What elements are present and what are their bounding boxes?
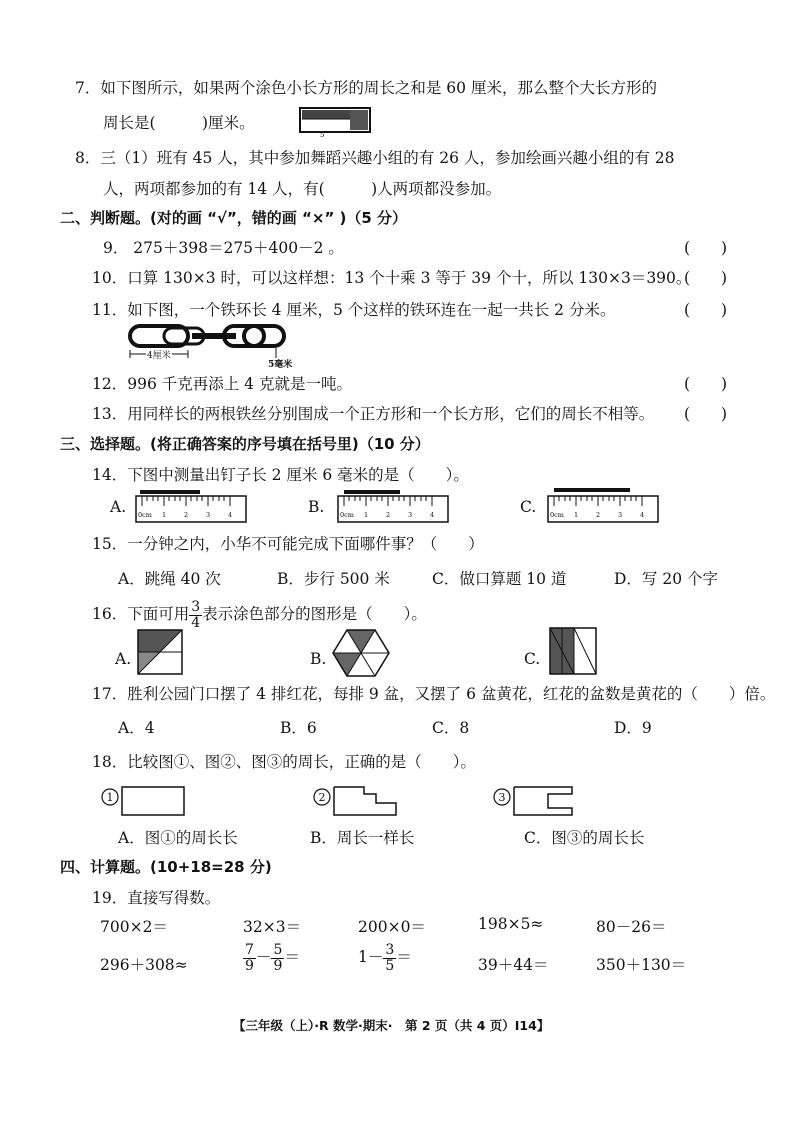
svg-text:3: 3 bbox=[618, 511, 623, 519]
svg-text:3: 3 bbox=[498, 791, 506, 804]
calc-1: 700×2＝ bbox=[100, 918, 168, 936]
svg-text:0cm: 0cm bbox=[340, 511, 354, 519]
q15-option-b[interactable]: B．步行 500 米 bbox=[277, 570, 390, 588]
q19-text: 19．直接写得数。 bbox=[92, 889, 221, 907]
q11-answer-paren[interactable]: ( ) bbox=[684, 301, 728, 319]
svg-text:3: 3 bbox=[206, 511, 211, 519]
q10-answer-paren[interactable]: ( ) bbox=[684, 269, 728, 287]
svg-text:0cm: 0cm bbox=[550, 511, 564, 519]
svg-text:2: 2 bbox=[596, 511, 601, 519]
q15-option-a[interactable]: A．跳绳 40 次 bbox=[118, 570, 221, 588]
q9-answer-paren[interactable]: ( ) bbox=[684, 239, 728, 257]
section-calc-title: 四、计算题。(10+18=28 分) bbox=[60, 858, 272, 876]
q14-option-a[interactable]: A. bbox=[110, 498, 127, 516]
shape-a-square bbox=[136, 628, 184, 676]
q18-option-a[interactable]: A．图①的周长长 bbox=[118, 829, 238, 847]
q11-text: 11．如下图，一个铁环长 4 厘米，5 个这样的铁环连在一起一共长 2 分米。 bbox=[92, 301, 616, 319]
q13-answer-paren[interactable]: ( ) bbox=[684, 405, 728, 423]
q18-option-b[interactable]: B．周长一样长 bbox=[310, 829, 415, 847]
ruler-a bbox=[134, 482, 252, 526]
svg-text:1: 1 bbox=[574, 511, 579, 519]
q17-text: 17．胜利公园门口摆了 4 排红花，每排 9 盆，又摆了 6 盆黄花，红花的盆数是黄花的（ ）倍。 bbox=[92, 685, 776, 703]
q15-text: 15．一分钟之内，小华不可能完成下面哪件事？（ ） bbox=[92, 535, 484, 553]
svg-text:4: 4 bbox=[640, 511, 645, 519]
calc-2: 32×3＝ bbox=[243, 918, 302, 936]
ruler-b bbox=[336, 482, 454, 526]
q9-text: 9． 275＋398＝275＋400－2 。 bbox=[103, 239, 344, 257]
q15-option-d[interactable]: D．写 20 个字 bbox=[614, 570, 719, 588]
calc-7: $\frac{7}{9}$ － $\frac{5}{9}$ ＝ bbox=[245, 942, 300, 974]
q7-line1: 7．如下图所示，如果两个涂色小长方形的周长之和是 60 厘米，那么整个大长方形的 bbox=[75, 79, 657, 97]
svg-text:1: 1 bbox=[364, 511, 369, 519]
iron-ring-chain-figure bbox=[126, 320, 298, 368]
q16-option-a[interactable]: A. bbox=[115, 650, 132, 668]
q15-option-c[interactable]: C．做口算题 10 道 bbox=[432, 570, 567, 588]
svg-text:2: 2 bbox=[184, 511, 189, 519]
shape-b-hexagon bbox=[332, 628, 390, 678]
q8-line1: 8．三（1）班有 45 人，其中参加舞蹈兴趣小组的有 26 人，参加绘画兴趣小组的有 28 bbox=[75, 149, 675, 167]
page-footer: 【三年级（上）·R 数学·期末· 第 2 页（共 4 页）I14】 bbox=[233, 1018, 550, 1033]
q14-text: 14．下图中测量出钉子长 2 厘米 6 毫米的是（ ）。 bbox=[92, 466, 469, 484]
calc-9: 39＋44＝ bbox=[478, 956, 549, 974]
chain-label-left: 4厘米 bbox=[147, 351, 171, 361]
svg-text:3: 3 bbox=[408, 511, 413, 519]
svg-text:4: 4 bbox=[430, 511, 435, 519]
shape-c-square bbox=[548, 626, 598, 676]
q8-line2: 人，两项都参加的有 14 人，有( )人两项都没参加。 bbox=[103, 180, 502, 198]
q17-option-d[interactable]: D．9 bbox=[614, 719, 652, 737]
figure-2 bbox=[312, 784, 402, 818]
q10-text: 10．口算 130×3 时，可以这样想：13 个十乘 3 等于 39 个十，所以 130×3＝390。 bbox=[92, 269, 692, 287]
svg-text:0cm: 0cm bbox=[138, 511, 152, 519]
figure-3 bbox=[492, 784, 582, 818]
figure-1 bbox=[100, 784, 190, 818]
q16-option-b[interactable]: B. bbox=[310, 650, 327, 668]
section-judge-title: 二、判断题。(对的画 “√”，错的画 “×” )（5 分） bbox=[60, 209, 408, 227]
chain-label-right: 5毫米 bbox=[268, 360, 293, 370]
ruler-c bbox=[546, 482, 664, 526]
calc-10: 350＋130＝ bbox=[596, 956, 687, 974]
q16-fraction: $\frac{3}{4}$ bbox=[191, 599, 201, 631]
q18-text: 18．比较图①、图②、图③的周长，正确的是（ ）。 bbox=[92, 753, 476, 771]
q16-option-c[interactable]: C. bbox=[524, 650, 541, 668]
q14-option-b[interactable]: B. bbox=[308, 498, 325, 516]
q12-text: 12．996 千克再添上 4 克就是一吨。 bbox=[92, 375, 352, 393]
q13-text: 13．用同样长的两根铁丝分别围成一个正方形和一个长方形，它们的周长不相等。 bbox=[92, 405, 655, 423]
q16-text: 16．下面可用 $\frac{3}{4}$ 表示涂色部分的图形是（ ）。 bbox=[92, 599, 427, 631]
svg-text:5: 5 bbox=[320, 131, 325, 139]
calc-4: 198×5≈ bbox=[478, 915, 544, 933]
q17-option-c[interactable]: C．8 bbox=[432, 719, 470, 737]
svg-text:1: 1 bbox=[106, 791, 114, 804]
svg-text:1: 1 bbox=[162, 511, 167, 519]
q7-rectangle-figure bbox=[298, 106, 374, 138]
q17-option-a[interactable]: A．4 bbox=[118, 719, 155, 737]
section-choice-title: 三、选择题。(将正确答案的序号填在括号里)（10 分） bbox=[60, 435, 430, 453]
q17-option-b[interactable]: B．6 bbox=[280, 719, 317, 737]
svg-text:2: 2 bbox=[386, 511, 391, 519]
svg-text:2: 2 bbox=[318, 791, 326, 804]
svg-text:4: 4 bbox=[228, 511, 233, 519]
calc-8: 1－ $\frac{3}{5}$ ＝ bbox=[358, 942, 412, 974]
q18-option-c[interactable]: C．图③的周长长 bbox=[524, 829, 645, 847]
q14-option-c[interactable]: C. bbox=[520, 498, 537, 516]
calc-3: 200×0＝ bbox=[358, 918, 426, 936]
q12-answer-paren[interactable]: ( ) bbox=[684, 375, 728, 393]
q7-line2: 周长是( )厘米。 bbox=[103, 114, 255, 132]
calc-5: 80－26＝ bbox=[596, 918, 667, 936]
calc-6: 296＋308≈ bbox=[100, 956, 188, 974]
